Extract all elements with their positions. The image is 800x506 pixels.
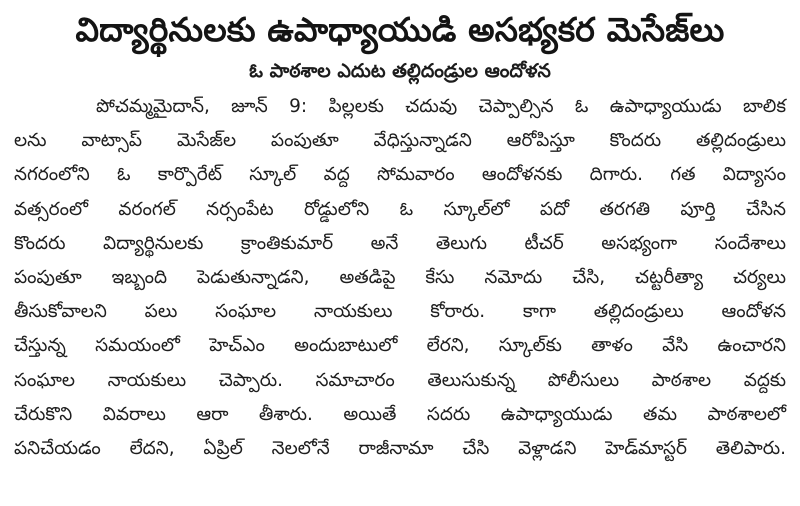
body-line: కొందరు విద్యార్థినులకు క్రాంతికుమార్ అనే తెలుగు టీచర్ అసభ్యంగా సందేశాలు — [14, 232, 786, 254]
body-line: పనిచేయడం లేదని, ఏప్రిల్ నెలలోనే రాజీనామా చేసి వెళ్లాడని హెడ్‌మాస్టర్ తెలిపారు. — [14, 438, 786, 460]
article-headline: విద్యార్థినులకు ఉపాధ్యాయుడి అసభ్యకర మెసేజ్‌లు — [75, 10, 725, 49]
body-line: చేస్తున్న సమయంలో హెచ్‌ఎం అందుబాటులో లేరని, స్కూల్‌కు తాళం వేసి ఉంచారని — [14, 335, 786, 357]
body-line: వత్సరంలో వరంగల్ నర్సంపేట రోడ్డులోని ఓ స్కూల్‌లో పదో తరగతి పూర్తి చేసిన — [14, 198, 786, 220]
body-line: సంఘాల నాయకులు చెప్పారు. సమాచారం తెలుసుకున్న పోలీసులు పాఠశాల వద్దకు — [14, 369, 786, 391]
body-line: నగరంలోని ఓ కార్పొరేట్ స్కూల్ వద్ద సోమవారం ఆందోళనకు దిగారు. గత విద్యాసం — [14, 164, 786, 186]
article-subheadline: ఓ పాఠశాల ఎదుట తల్లిదండ్రుల ఆందోళన — [249, 60, 551, 82]
body-line: లను వాట్సాప్ మెసేజ్‌ల పంపుతూ వేధిస్తున్నాడని ఆరోపిస్తూ కొందరు తల్లిదండ్రులు — [14, 130, 786, 152]
body-line: పంపుతూ ఇబ్బంది పెడుతున్నాడని, అతడిపై కేసు నమోదు చేసి, చట్టరీత్యా చర్యలు — [14, 267, 786, 289]
body-line: చేరుకొని వివరాలు ఆరా తీశారు. అయితే సదరు ఉపాధ్యాయుడు తమ పాఠశాలలో — [14, 403, 786, 425]
article-body — [14, 90, 786, 466]
body-line: పోచమ్మమైదాన్, జూన్ 9: పిల్లలకు చదువు చెప్పాల్సిన ఓ ఉపాధ్యాయుడు బాలిక — [96, 96, 786, 117]
body-line: తీసుకోవాలని పలు సంఘాల నాయకులు కోరారు. కాగా తల్లిదండ్రులు ఆందోళన — [14, 301, 786, 323]
